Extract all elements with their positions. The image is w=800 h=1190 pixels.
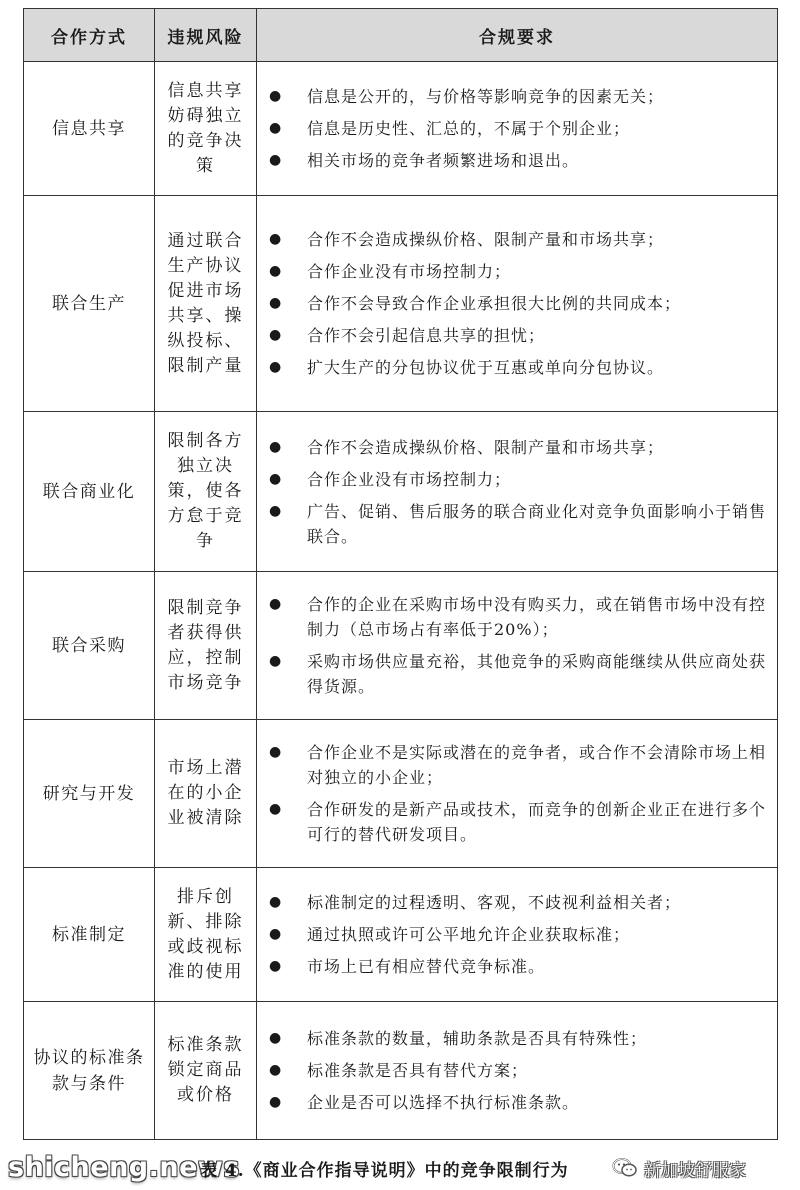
compliance-requirements (257, 868, 778, 1002)
policy-table-container (23, 8, 777, 1140)
requirement-text: 相关市场的竞争者频繁进场和退出。 (307, 151, 580, 170)
bullet-icon: ● (269, 231, 283, 247)
requirement-item (265, 227, 767, 252)
requirement-item (265, 291, 767, 316)
bullet-icon: ● (269, 327, 283, 343)
bullet-icon: ● (269, 470, 283, 487)
requirement-text: 合作不会造成操纵价格、限制产量和市场共享； (307, 437, 665, 457)
compliance-requirements (257, 196, 778, 412)
requirement-item (265, 467, 767, 492)
table-row (24, 62, 778, 196)
requirement-text: 合作不会造成操纵价格、限制产量和市场共享； (307, 230, 665, 249)
cooperation-method: 协议的标准条款与条件 (24, 1002, 155, 1140)
bullet-icon: ● (269, 653, 283, 669)
requirement-list (265, 1026, 767, 1115)
requirement-text: 标准制定的过程透明、客观，不歧视利益相关者； (307, 893, 682, 912)
bullet-icon: ● (269, 120, 283, 136)
requirement-item (265, 355, 767, 380)
requirement-text: 企业是否可以选择不执行标准条款。 (307, 1093, 580, 1112)
table-row (24, 196, 778, 412)
bullet-icon: ● (269, 295, 283, 311)
requirement-text: 广告、促销、售后服务的联合商业化对竞争负面影响小于销售联合。 (307, 501, 767, 546)
compliance-requirements (257, 572, 778, 720)
cooperation-method: 研究与开发 (24, 720, 155, 868)
table-row (24, 868, 778, 1002)
violation-risk: 限制各方独立决策，使各方怠于竞争 (155, 412, 257, 572)
requirement-text: 合作研发的是新产品或技术，而竞争的创新企业正在进行多个可行的替代研发项目。 (307, 800, 767, 844)
cooperation-method: 联合商业化 (24, 412, 155, 572)
cooperation-method: 标准制定 (24, 868, 155, 1002)
header-requirements: 合规要求 (257, 9, 778, 62)
compliance-requirements (257, 412, 778, 572)
table-row (24, 572, 778, 720)
requirement-text: 合作企业没有市场控制力； (307, 262, 512, 281)
requirement-item (265, 922, 767, 947)
bullet-icon: ● (269, 359, 283, 375)
table-row (24, 1002, 778, 1140)
requirement-item (265, 592, 767, 642)
requirement-text: 通过执照或许可公平地允许企业获取标准； (307, 925, 631, 944)
wechat-account-name: 新加坡舒服家 (644, 1160, 746, 1181)
requirement-item (265, 323, 767, 348)
requirement-item (265, 1026, 767, 1051)
cooperation-method: 联合采购 (24, 572, 155, 720)
requirement-list (265, 740, 767, 847)
header-method: 合作方式 (24, 9, 155, 62)
requirement-list (265, 84, 767, 173)
requirement-item (265, 148, 767, 173)
requirement-item (265, 259, 767, 284)
watermark: shicheng.news (8, 1152, 240, 1183)
bullet-icon: ● (269, 263, 283, 279)
policy-table (23, 8, 778, 1140)
table-body (24, 62, 778, 1140)
violation-risk: 排斥创新、排除或歧视标准的使用 (155, 868, 257, 1002)
wechat-icon (612, 1157, 638, 1179)
header-risk: 违规风险 (155, 9, 257, 62)
violation-risk: 信息共享妨碍独立的竞争决策 (155, 62, 257, 196)
header-row (24, 9, 778, 62)
compliance-requirements (257, 720, 778, 868)
violation-risk: 通过联合生产协议促进市场共享、操纵投标、限制产量 (155, 196, 257, 412)
requirement-item (265, 740, 767, 790)
requirement-item (265, 1058, 767, 1083)
requirement-text: 合作不会引起信息共享的担忧； (307, 326, 546, 345)
requirement-list (265, 227, 767, 380)
bullet-icon: ● (269, 88, 283, 104)
requirement-text: 信息是历史性、汇总的，不属于个别企业； (307, 119, 631, 138)
requirement-text: 合作的企业在采购市场中没有购买力，或在销售市场中没有控制力（总市场占有率低于20%）； (307, 595, 767, 639)
bullet-icon: ● (269, 502, 283, 519)
requirement-text: 合作企业没有市场控制力； (307, 469, 512, 489)
footer (0, 1148, 800, 1190)
bullet-icon: ● (269, 744, 283, 760)
compliance-requirements (257, 1002, 778, 1140)
requirement-text: 扩大生产的分包协议优于互惠或单向分包协议。 (307, 358, 665, 377)
table-row (24, 412, 778, 572)
requirement-list (265, 592, 767, 699)
requirement-item (265, 499, 767, 549)
violation-risk: 市场上潜在的小企业被清除 (155, 720, 257, 868)
requirement-item (265, 890, 767, 915)
requirement-item (265, 954, 767, 979)
bullet-icon: ● (269, 1030, 283, 1046)
compliance-requirements (257, 62, 778, 196)
requirement-text: 合作企业不是实际或潜在的竞争者，或合作不会清除市场上相对独立的小企业； (307, 743, 767, 787)
bullet-icon: ● (269, 1094, 283, 1110)
requirement-item (265, 797, 767, 847)
bullet-icon: ● (269, 958, 283, 974)
table-header (24, 9, 778, 62)
bullet-icon: ● (269, 438, 283, 455)
requirement-item (265, 435, 767, 460)
bullet-icon: ● (269, 894, 283, 910)
wechat-account (612, 1154, 746, 1182)
requirement-list (265, 890, 767, 979)
cooperation-method: 联合生产 (24, 196, 155, 412)
requirement-item (265, 84, 767, 109)
requirement-text: 合作不会导致合作企业承担很大比例的共同成本； (307, 294, 682, 313)
violation-risk: 限制竞争者获得供应，控制市场竞争 (155, 572, 257, 720)
violation-risk: 标准条款锁定商品或价格 (155, 1002, 257, 1140)
requirement-text: 标准条款的数量，辅助条款是否具有特殊性； (307, 1029, 648, 1048)
requirement-item (265, 116, 767, 141)
bullet-icon: ● (269, 801, 283, 817)
table-caption: 表 4.《商业合作指导说明》中的竞争限制行为 (200, 1161, 569, 1181)
requirement-text: 市场上已有相应替代竞争标准。 (307, 957, 546, 976)
requirement-item (265, 1090, 767, 1115)
bullet-icon: ● (269, 152, 283, 168)
bullet-icon: ● (269, 926, 283, 942)
bullet-icon: ● (269, 596, 283, 612)
requirement-text: 标准条款是否具有替代方案； (307, 1061, 529, 1080)
table-row (24, 720, 778, 868)
requirement-item (265, 649, 767, 699)
cooperation-method: 信息共享 (24, 62, 155, 196)
bullet-icon: ● (269, 1062, 283, 1078)
requirement-text: 采购市场供应量充裕，其他竞争的采购商能继续从供应商处获得货源。 (307, 652, 767, 696)
requirement-text: 信息是公开的，与价格等影响竞争的因素无关； (307, 87, 665, 106)
requirement-list (265, 435, 767, 549)
